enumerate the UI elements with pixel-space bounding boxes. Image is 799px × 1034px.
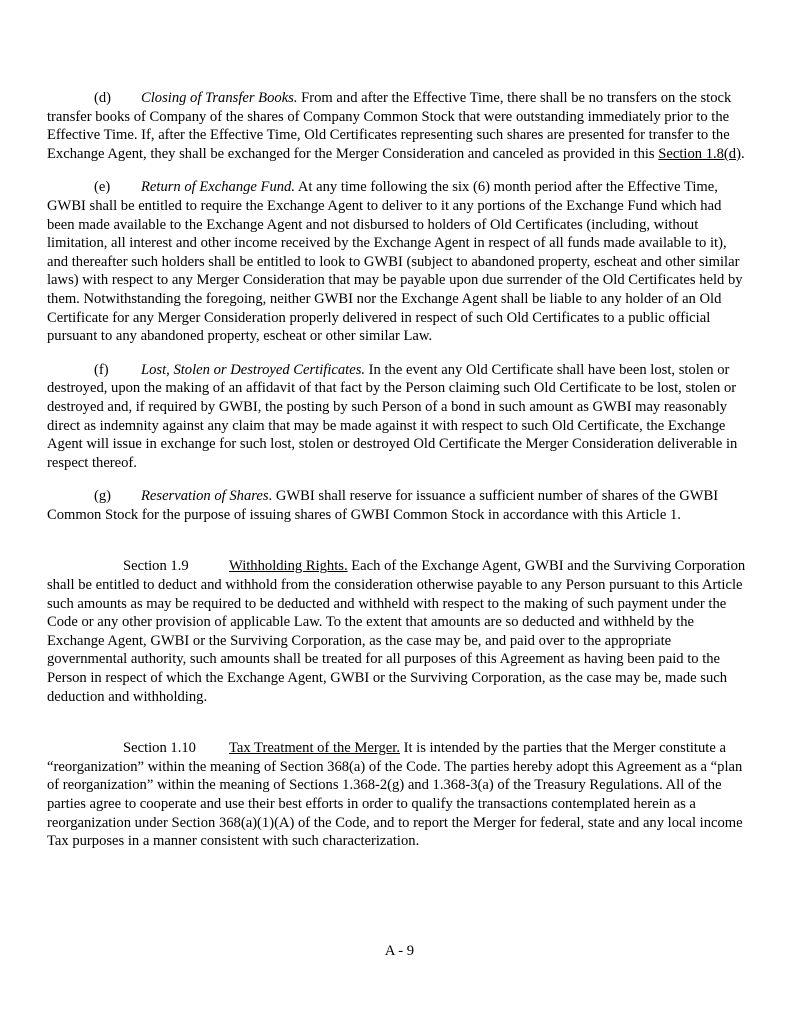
paragraph-title: Lost, Stolen or Destroyed Certificates.: [141, 361, 366, 378]
page-number: A - 9: [384, 943, 415, 959]
paragraph-title: Reservation of Shares: [141, 488, 269, 505]
section-number: Section 1.10: [123, 740, 196, 757]
section-reference: Section 1.8(d): [658, 145, 741, 162]
paragraph-label: (e): [94, 179, 111, 196]
paragraph-label: (f): [94, 361, 109, 378]
paragraph-f: [47, 361, 747, 473]
section-1-10: [47, 739, 747, 851]
section-1-9: [47, 557, 747, 706]
document-body: [47, 89, 747, 851]
paragraph-title: Return of Exchange Fund.: [141, 179, 296, 196]
paragraph-text: At any time following the six (6) month period after the Effective Time, GWBI shall be entitled to require the Exchange Agent to deliver to it any portions of the Exchange Fund which had been made available to the Exchange Agent and not disbursed to holders of Old Certificates (including, without limitation, all interest and other income received by the Exchange Agent in respect of all funds made available to it), and thereafter such holders shall be entitled to look to GWBI (subject to abandoned property, escheat and other similar laws) with respect to any Merger Consideration that may be payable upon due surrender of the Old Certificates held by them. Notwithstanding the foregoing, neither GWBI nor the Exchange Agent shall be liable to any holder of an Old Certificate for any Merger Consideration properly delivered in respect of such Old Certificates to a public official pursuant to any abandoned property, escheat or other similar Law.: [47, 179, 743, 345]
section-text: It is intended by the parties that the Merger constitute a “reorganization” within the meaning of Section 368(a) of the Code. The parties hereby adopt this Agreement as a “plan of reorganization” within the meaning of Sections 1.368-2(g) and 1.368-3(a) of the Treasury Regulations. All of the parties agree to cooperate and use their best efforts in order to qualify the transactions contemplated herein as a reorganization under Section 368(a)(1)(A) of the Code, and to report the Merger for federal, state and any local income Tax purposes in a manner consistent with such characterization.: [47, 740, 743, 850]
paragraph-text: From and after the Effective Time, there shall be no transfers on the stock transfer books of Company of the shares of Company Common Stock that were outstanding immediately prior to the Effective Time. If, after the Effective Time, Old Certificates representing such shares are presented for transfer to the Exchange Agent, they shall be exchanged for the Merger Consideration and canceled as provided in this: [47, 90, 732, 162]
paragraph-title: Closing of Transfer Books.: [141, 90, 298, 106]
paragraph-d: [47, 89, 747, 163]
paragraph-text: In the event any Old Certificate shall have been lost, stolen or destroyed, upon the making of an affidavit of that fact by the Person claiming such Old Certificate to be lost, stolen or destroyed and, if required by GWBI, the posting by such Person of a bond in such amount as GWBI may reasonably direct as indemnity against any claim that may be made against it with respect to such Old Certificate, the Exchange Agent will issue in exchange for such lost, stolen or destroyed Old Certificate the Merger Consideration deliverable in respect thereof.: [47, 361, 738, 471]
paragraph-label: (d): [94, 90, 112, 106]
section-heading: Withholding Rights.: [229, 558, 348, 575]
paragraph-g: [47, 487, 747, 524]
section-number: Section 1.9: [123, 558, 189, 575]
paragraph-text-end: .: [740, 145, 745, 162]
paragraph-e: [47, 178, 747, 345]
paragraph-text: . GWBI shall reserve for issuance a sufficient number of shares of the GWBI Common Stock for the purpose of issuing shares of GWBI Common Stock in accordance with this Article 1.: [47, 488, 719, 523]
paragraph-label: (g): [94, 488, 112, 505]
section-text: Each of the Exchange Agent, GWBI and the Surviving Corporation shall be entitled to deduct and withhold from the consideration otherwise payable to any Person pursuant to this Article such amounts as may be required to be deducted and withheld with respect to the making of such payment under the Code or any other provision of applicable Law. To the extent that amounts are so deducted and withheld by the Exchange Agent, GWBI or the Surviving Corporation, as the case may be, and paid over to the appropriate governmental authority, such amounts shall be treated for all purposes of this Agreement as having been paid to the Person in respect of which the Exchange Agent, GWBI or the Surviving Corporation, as the case may be, made such deduction and withholding.: [47, 558, 746, 705]
section-heading: Tax Treatment of the Merger.: [229, 740, 400, 757]
